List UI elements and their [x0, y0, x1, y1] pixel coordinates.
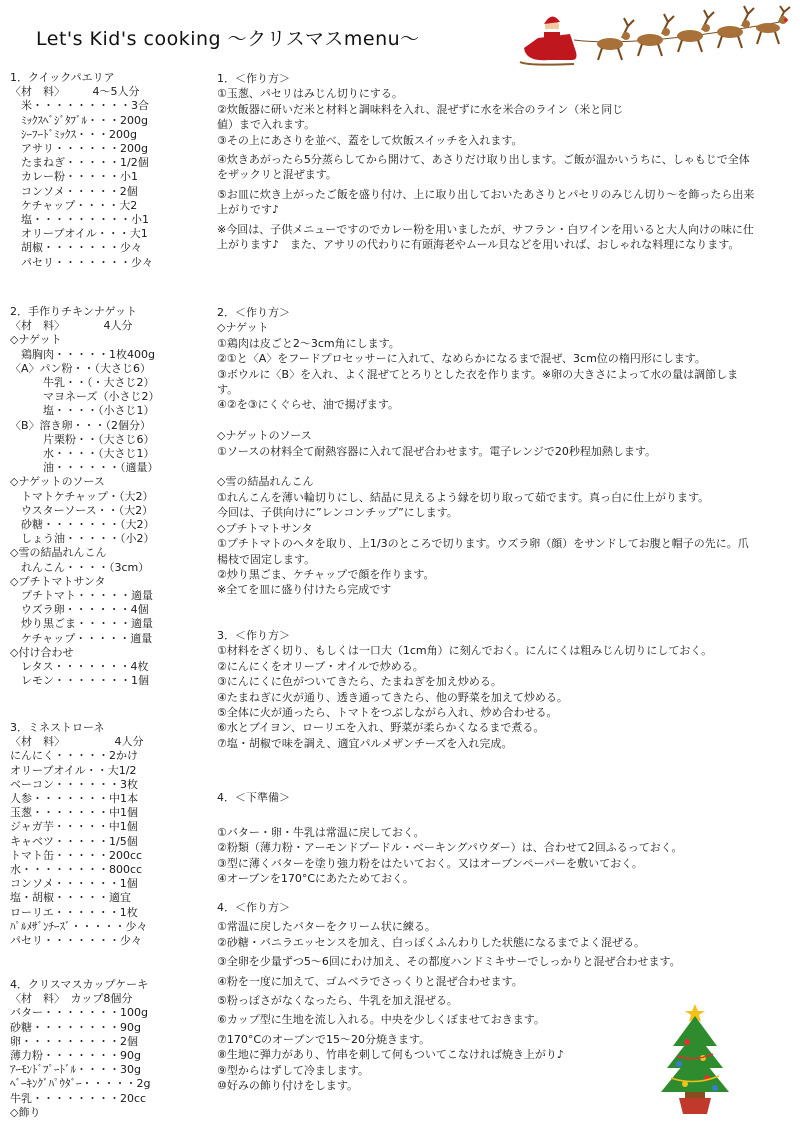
ingredient-line: 薄力粉・・・・・・・90g: [10, 1049, 141, 1063]
ingredient-line: カレー粉・・・・・小1: [10, 170, 138, 184]
ingredient-line: 片栗粉・・（大さじ6）: [10, 432, 155, 446]
method-steps: [217, 790, 789, 886]
method-step: ④たまねぎに火が通り、透き通ってきたら、他の野菜を加えて炒める。: [217, 690, 568, 704]
ingredient-line: ｱｰﾓﾝﾄﾞﾌﾟｰﾄﾞﾙ・・・・30g: [10, 1063, 141, 1077]
method-step: ①常温に戻したバターをクリーム状に練る。: [217, 920, 436, 934]
method-step: [217, 459, 789, 474]
method-step: ②炒り黒ごま、ケチャップで顔を作ります。: [217, 567, 435, 581]
method-heading: 1．＜作り方＞: [217, 72, 290, 85]
ingredient-line: 鶏胸肉・・・・・1枚400g: [10, 347, 155, 361]
method-step: ③型に薄くバターを塗り強力粉をはたいておく。又はオーブンペーパーを敷いておく。: [217, 856, 643, 870]
ingredient-line: 塩・胡椒・・・・・適宜: [10, 891, 131, 905]
method-step: ④炊きあがったら5分蒸らしてから開けて、あさりだけ取り出します。ご飯が温かいうちに、しゃもじで全体: [217, 153, 750, 167]
ingredient-line: レタス・・・・・・・4枚: [10, 660, 149, 674]
ingredient-line: ◇飾り: [10, 1105, 41, 1119]
ingredient-line: マヨネーズ（小さじ2）: [10, 390, 160, 404]
ingredient-line: パセリ・・・・・・・少々: [10, 934, 142, 948]
ingredient-line: たまねぎ・・・・・1/2個: [10, 156, 149, 170]
ingredient-line: 炒り黒ごま・・・・・適量: [10, 617, 153, 631]
method-step: [217, 413, 789, 428]
method-step: ①玉葱、パセリはみじん切りにする。: [217, 87, 403, 101]
method-step: す。: [217, 383, 239, 397]
ingredient-line: オリーブオイル・・・大1: [10, 227, 148, 241]
method-step: ※全てを皿に盛り付けたら完成です: [217, 583, 392, 597]
method-heading: 4．＜下準備＞: [217, 791, 290, 804]
ingredient-line: バター・・・・・・・100g: [10, 1006, 148, 1020]
santa-sleigh-icon: [518, 4, 798, 68]
ingredient-line: しょう油・・・・・（小2）: [10, 532, 155, 546]
method-step: ①プチトマトのヘタを取り、上1/3のところで切ります。ウズラ卵（顔）をサンドしてお腹と帽子の先に。爪: [217, 537, 749, 551]
ingredient-line: プチトマト・・・・・適量: [10, 589, 153, 603]
method-step: ②炊飯器に研いだ米と材料と調味料を入れ、混ぜずに水を米合のライン（米と同じ: [217, 102, 624, 116]
method-step: ③にんにくに色がついてきたら、たまねぎを加え炒める。: [217, 675, 502, 689]
method-step: ④②を③にくぐらせ、油で揚げます。: [217, 398, 400, 412]
ingredient-list: [10, 978, 210, 1120]
ingredient-line: 水・・・・・・・・800cc: [10, 863, 143, 877]
method-step: ⑧生地に弾力があり、竹串を刺して何もついてこなければ焼き上がり♪: [217, 1048, 564, 1062]
method-step: ①ソースの材料全て耐熱容器に入れて混ぜ合わせます。電子レンジで20秒程加熱します。: [217, 444, 656, 458]
ingredient-line: ベーコン・・・・・・3枚: [10, 777, 138, 791]
ingredient-line: パセリ・・・・・・・少々: [10, 255, 153, 269]
ingredient-line: トマトケチャップ・（大2）: [10, 489, 154, 503]
method-heading: 3．＜作り方＞: [217, 629, 290, 642]
method-step: 楊枝で固定します。: [217, 552, 316, 566]
method-step: ⑥カップ型に生地を流し入れる。中央を少しくぼませておきます。: [217, 1013, 545, 1027]
ingredient-line: ◇付け合わせ: [10, 645, 74, 659]
method-steps: [217, 71, 789, 252]
method-heading: 2．＜作り方＞: [217, 306, 290, 319]
method-step: 今回は、子供向けに”レンコンチップ”にします。: [217, 506, 458, 520]
method-step: ◇雪の結晶れんこん: [217, 475, 314, 489]
ingredient-line: 胡椒・・・・・・・少々: [10, 241, 142, 255]
method-step: ②①と〈A〉をフードプロセッサーに入れて、なめらかになるまで混ぜ、3cm位の楕円形にします。: [217, 352, 706, 366]
ingredient-line: ◇ナゲットのソース: [10, 475, 105, 489]
ingredient-line: キャベツ・・・・・1/5個: [10, 834, 138, 848]
method-step: ③全卵を少量ずつ5～6回にわけ加え、その都度ハンドミキサーでしっかりと混ぜ合わせます。: [217, 955, 681, 969]
ingredient-line: 〈材 料〉 カップ8個分: [10, 992, 133, 1006]
ingredient-line: 塩・・・・・・・・・小1: [10, 213, 149, 227]
ingredient-line: にんにく・・・・・2かけ: [10, 749, 138, 763]
method-step: ④オーブンを170°Cにあたためておく。: [217, 872, 414, 886]
ingredient-line: 〈A〉パン粉・・（大さじ6）: [10, 361, 152, 375]
method-step: ⑤粉っぽさがなくなったら、牛乳を加え混ぜる。: [217, 994, 458, 1008]
method-step: ⑦塩・胡椒で味を調え、適宜パルメザンチーズを入れ完成。: [217, 736, 513, 750]
method-step: ①れんこんを薄い輪切りにし、結晶に見えるよう縁を切り取って茹でます。真っ白に仕上がります。: [217, 490, 710, 504]
ingredient-list: [10, 721, 210, 948]
ingredient-line: ﾐｯｸｽﾍﾞｼﾞﾀﾌﾞﾙ・・・200g: [10, 113, 148, 127]
ingredient-line: ｼｰﾌｰﾄﾞﾐｯｸｽ・・・200g: [10, 127, 137, 141]
method-step: ①バター・卵・牛乳は常温に戻しておく。: [217, 825, 425, 839]
ingredient-line: コンソメ・・・・・2個: [10, 184, 138, 198]
ingredient-line: 油・・・・・・（適量）: [10, 461, 159, 475]
ingredient-line: ◇プチトマトサンタ: [10, 574, 106, 588]
page-title: Let's Kid's cooking ～クリスマスmenu～: [36, 28, 420, 50]
ingredient-line: オリーブオイル・・大1/2: [10, 763, 137, 777]
ingredient-line: 塩・・・・（小さじ1）: [10, 404, 155, 418]
method-steps: [217, 305, 789, 598]
ingredient-line: 水・・・・（大さじ1）: [10, 447, 155, 461]
recipe-heading: 2．手作りチキンナゲット: [10, 305, 138, 318]
method-step: ⑩好みの飾り付けをします。: [217, 1079, 358, 1093]
ingredient-line: ケチャップ・・・・大2: [10, 198, 138, 212]
recipe-heading: 1．クイックパエリア: [10, 71, 115, 84]
ingredient-line: トマト缶・・・・・200cc: [10, 848, 143, 862]
method-step: 上がります♪ また、アサリの代わりに有頭海老やムール貝などを用いれば、おしゃれな料理になります。: [217, 238, 740, 252]
ingredient-line: 〈B〉溶き卵・・・（2個分）: [10, 418, 152, 432]
method-step: ②にんにくをオリーブ・オイルで炒める。: [217, 659, 424, 673]
ingredient-line: 〈材 料〉 4～5人分: [10, 85, 140, 99]
method-step: ⑤お皿に炊き上がったご飯を盛り付け、上に取り出しておいたあさりとパセリのみじん切り～を飾ったら出来: [217, 187, 755, 201]
method-step: ◇ナゲット: [217, 321, 269, 335]
ingredient-line: れんこん・・・・（3cm）: [10, 560, 150, 574]
ingredient-line: ウスターソース・・（大2）: [10, 503, 154, 517]
ingredient-line: 牛乳・・（・大さじ2）: [10, 376, 155, 390]
ingredient-line: ケチャップ・・・・・適量: [10, 631, 153, 645]
recipe-heading: 3．ミネストローネ: [10, 721, 105, 734]
ingredient-line: ジャガ芋・・・・・中1個: [10, 820, 138, 834]
ingredient-line: ウズラ卵・・・・・・4個: [10, 603, 149, 617]
method-steps: [217, 628, 789, 751]
method-step: ②粉類（薄力粉・アーモンドプードル・ベーキングパウダー）は、合わせて2回ふるっておく。: [217, 841, 683, 855]
ingredient-line: ◇雪の結晶れんこん: [10, 546, 107, 560]
ingredient-line: レモン・・・・・・・1個: [10, 674, 149, 688]
ingredient-list: [10, 71, 210, 270]
method-step: 上がりです♪: [217, 203, 280, 217]
method-step: ②砂糖・バニラエッセンスを加え、白っぽくふんわりした状態になるまでよく混ぜる。: [217, 935, 645, 949]
method-step: ①鶏肉は皮ごと2～3cm角にします。: [217, 336, 400, 350]
method-step: ⑦170°Cのオーブンで15～20分焼きます。: [217, 1032, 431, 1046]
ingredient-line: 玉葱・・・・・・・中1個: [10, 806, 138, 820]
method-steps: [217, 900, 789, 1093]
ingredient-line: 米・・・・・・・・・3合: [10, 99, 149, 113]
ingredient-line: 卵・・・・・・・・・2個: [10, 1034, 138, 1048]
ingredient-line: ◇ナゲット: [10, 333, 62, 347]
ingredient-line: 砂糖・・・・・・・（大2）: [10, 518, 155, 532]
method-step: ④粉を一度に加えて、ゴムベラでさっくりと混ぜ合わせます。: [217, 974, 523, 988]
ingredient-line: ローリエ・・・・・・1枚: [10, 905, 138, 919]
ingredient-list: [10, 305, 210, 688]
method-step: ①材料をざく切り、もしくは一口大（1cm角）に刻んでおく。にんにくは粗みじん切りにしておく。: [217, 644, 713, 658]
ingredient-line: 人参・・・・・・・中1本: [10, 792, 138, 806]
ingredient-line: ﾍﾞｰｷﾝｸﾞﾊﾟｳﾀﾞｰ・・・・・2g: [10, 1077, 151, 1091]
method-step: 値）まで入れます。: [217, 118, 316, 132]
method-step: ③その上にあさりを並べ、蓋をして炊飯スイッチを入れます。: [217, 133, 523, 147]
method-step: ⑨型からはずして冷まします。: [217, 1063, 369, 1077]
method-step: ③ボウルに〈B〉を入れ、よく混ぜてとろりとした衣を作ります。※卵の大きさによって水の量は調節しま: [217, 367, 739, 381]
ingredient-line: アサリ・・・・・・200g: [10, 142, 148, 156]
method-step: [217, 809, 789, 824]
ingredient-line: 砂糖・・・・・・・・90g: [10, 1020, 141, 1034]
ingredient-line: コンソメ・・・・・・1個: [10, 877, 138, 891]
method-step: ⑥水とブイヨン、ローリエを入れ、野菜が柔らかくなるまで煮る。: [217, 721, 545, 735]
method-step: ⑤全体に火が通ったら、トマトをつぶしながら入れ、炒め合わせる。: [217, 706, 558, 720]
ingredient-line: 〈材 料〉 4人分: [10, 319, 133, 333]
method-step: ◇プチトマトサンタ: [217, 521, 313, 535]
ingredient-line: ﾊﾟﾙﾒｻﾞﾝﾁｰｽﾞ・・・・・少々: [10, 919, 148, 933]
method-step: ◇ナゲットのソース: [217, 429, 312, 443]
recipe-heading: 4．クリスマスカップケーキ: [10, 978, 149, 991]
method-heading: 4．＜作り方＞: [217, 901, 290, 914]
ingredient-line: 〈材 料〉 4人分: [10, 735, 144, 749]
method-step: をザックリと混ぜます。: [217, 168, 337, 182]
method-step: ※今回は、子供メニューですのでカレー粉を用いましたが、サフラン・白ワインを用いると大人向けの味に仕: [217, 222, 754, 236]
ingredient-line: 牛乳・・・・・・・・20cc: [10, 1091, 147, 1105]
